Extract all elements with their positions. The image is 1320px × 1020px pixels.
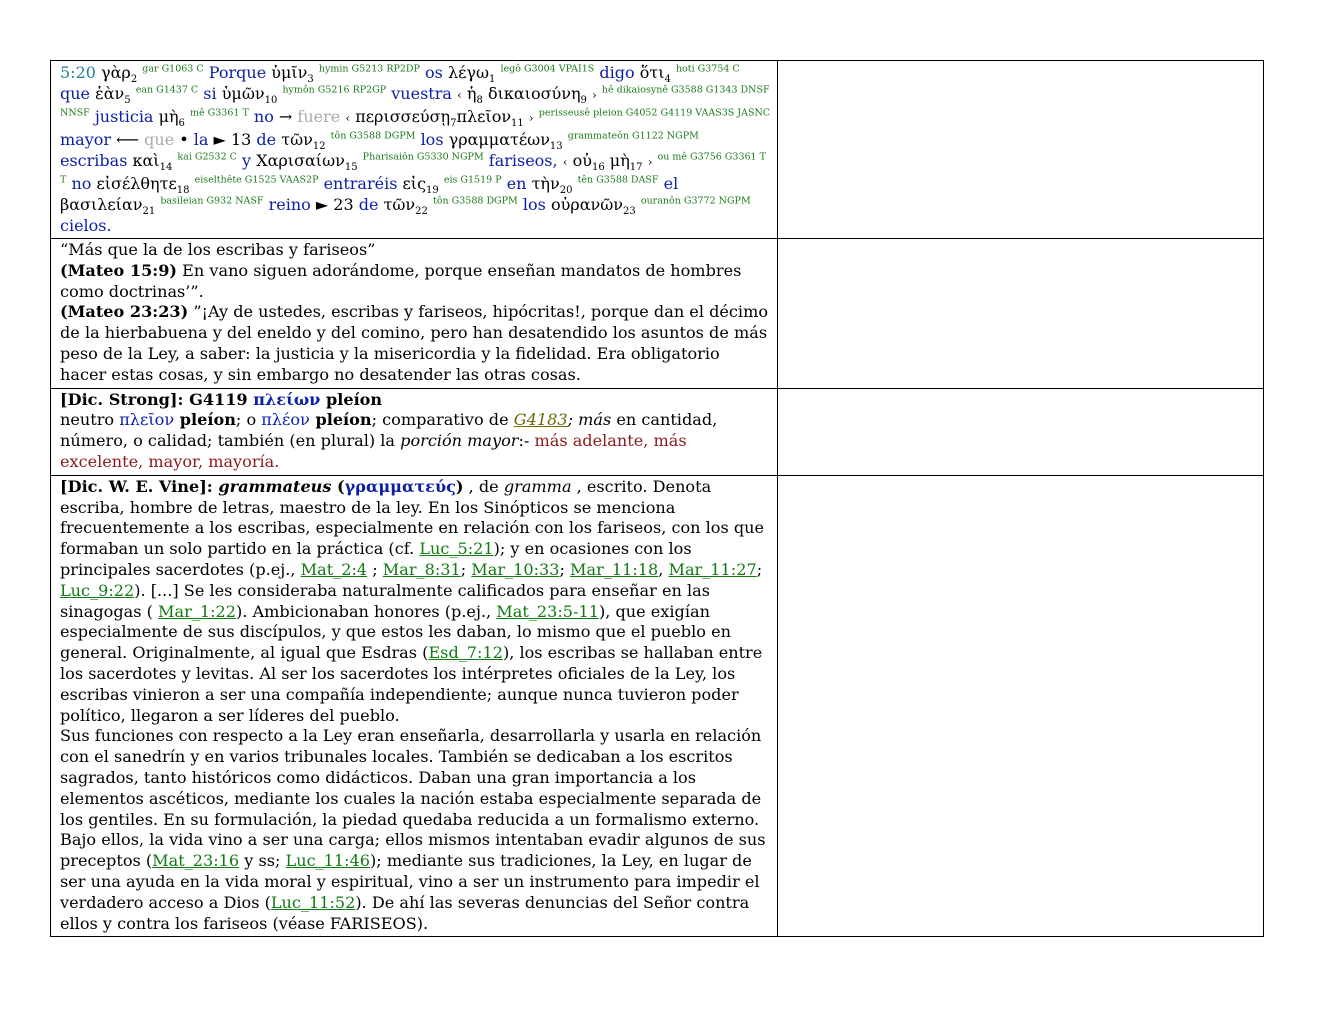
scripture-link[interactable]: Mar_1:22 — [158, 601, 236, 621]
strong-definition: neutro πλεῖον pleíon; o πλέον pleíon; comparativo de G4183; más en cantidad, número, o calidad; también (en plural) la porción mayor:- más adelante, más excelente, mayor, mayoría. — [60, 410, 718, 471]
interlinear-verse-cell: 5:20 γὰρ$_2$ $^{gar G1063 C}$ Porque ὑμῖν$_3$ $^{hymin G5213 RP2DP}$ os λέγω$_1$ $^{legô G3004 VPAI1S}$ digo ὅτι$_4$ $^{hoti G3754 C}$ que ἐὰν$_5$ $^{ean G1437 C}$ si ὑμῶν$_{10}$ $^{hymôn G5216 RP2GP}$ vuestra ‹ ἡ$_8$ δικαιοσύνη$_9$ › $^{hê dikaiosynê G3588 G1343 DNSF NNSF}$ justicia μὴ$_6$ $^{mê G3361 T}$ no → fuere ‹ περισσεύσῃ$_7$πλεῖον$_{11}$ › $^{perisseusê pleion G4052 G4119 VAAS3S JASNC}$ mayor ⟵ que • la ► 13 de τῶν$_{12}$ $^{tôn G3588 DGPM}$ los γραμματέων$_{13}$ $^{grammateôn G1122 NGPM}$ escribas καὶ$_{14}$ $^{kai G2532 C}$ y Χαρισαίων$_{15}$ $^{Pharisaiôn G5330 NGPM}$ fariseos, ‹ οὐ$_{16}$ μὴ$_{17}$ › $^{ou mê G3756 G3361 T T}$ no εἰσέλθητε$_{18}$ $^{eiselthête G1525 VAAS2P}$ entraréis εἰς$_{19}$ $^{eis G1519 P}$ en τὴν$_{20}$ $^{tên G3588 DASF}$ el βασιλείαν$_{21}$ $^{basileian G932 NASF}$ reino ► 23 de τῶν$_{22}$ $^{tôn G3588 DGPM}$ los οὐρανῶν$_{23}$ $^{ouranôn G3772 NGPM}$ cielos. — [51, 61, 778, 239]
verse-reference[interactable]: 5:20 — [60, 63, 96, 82]
scripture-link[interactable]: Luc_11:46 — [285, 851, 371, 871]
scripture-link[interactable]: Mar_11:18 — [570, 559, 659, 579]
notes-cell-4[interactable] — [777, 475, 1263, 937]
strong-heading: [Dic. Strong]: G4119 πλείων pleíon — [60, 389, 383, 409]
vine-paragraph-1: [Dic. W. E. Vine]: grammateus (γραμματεύς) , de gramma , escrito. Denota escriba, hombre de letras, maestro de la ley. En los Sinópticos se menciona frecuentemente a los escribas, especialmente en relación con los fariseos, con los que formaban un solo partido en la práctica (cf. Luc_5:21); y en ocasiones con los principales sacerdotes (p.ej., Mat_2:4 ; Mar_8:31; Mar_10:33; Mar_11:18, Mar_11:27; Luc_9:22). [...] Se les consideraba naturalmente calificados para enseñar en las sinagogas ( Mar_1:22). Ambicionaban honores (p.ej., Mat_23:5-11), que exigían especialmente de sus discípulos, y que estos les daban, lo mismo que el pueblo en general. Originalmente, al igual que Esdras (Esd_7:12), los escribas se hallaban entre los sacerdotes y levitas. Al ser los sacerdotes los intérpretes oficiales de la Ley, los escribas vinieron a ser una compañía independiente; aunque nunca tuvieron poder político, llegaron a ser líderes del pueblo. — [60, 476, 765, 725]
scripture-link[interactable]: Luc_9:22 — [60, 580, 135, 600]
comment-paragraph-1: (Mateo 15:9) En vano siguen adorándome, porque enseñan mandatos de hombres como doctrinas’”. — [60, 260, 742, 301]
scripture-link[interactable]: Mar_10:33 — [471, 559, 560, 579]
comment-row — [51, 239, 1264, 389]
bible-ref: (Mateo 15:9) — [60, 260, 178, 280]
scripture-link[interactable]: Luc_11:52 — [270, 892, 356, 912]
scripture-link[interactable]: Mat_2:4 — [300, 559, 368, 579]
vine-paragraph-2: Sus funciones con respecto a la Ley eran enseñarla, desarrollarla y usarla en relación con el sanedrín y en varios tribunales locales. También se dedicaban a los escritos sagrados, tanto históricos como didácticos. Daban una gran importancia a los elementos ascéticos, mediante los cuales la nación estaba especialmente separada de los gentiles. En su formulación, la piedad quedaba reducida a un formalismo externo. Bajo ellos, la vida vino a ser una carga; ellos mismos intentaban evadir algunos de sus preceptos (Mat_23:16 y ss; Luc_11:46); mediante sus tradiciones, la Ley, en lugar de ser una ayuda en la vida moral y espiritual, vino a ser un instrumento para impedir el verdadero acceso a Dios (Luc_11:52). De ahí las severas denuncias del Señor contra ellos y contra los fariseos (véase FARISEOS). — [60, 726, 766, 933]
scripture-link[interactable]: Mat_23:5-11 — [496, 601, 599, 621]
comment-cell — [51, 239, 778, 389]
arrow-right-icon: → — [278, 107, 293, 126]
bullet-icon: • — [179, 130, 189, 149]
triangle-right-icon: ► — [315, 195, 329, 214]
vine-dictionary-cell — [51, 475, 778, 937]
arrow-left-icon: ⟵ — [116, 130, 140, 149]
notes-cell-1[interactable] — [777, 61, 1263, 239]
strong-dictionary-cell — [51, 388, 778, 475]
scripture-link[interactable]: Esd_7:12 — [428, 643, 503, 663]
comment-paragraph-2: (Mateo 23:23) ”¡Ay de ustedes, escribas y fariseos, hipócritas!, porque dan el décimo de la hierbabuena y del eneldo y del comino, pero han desatendido los asuntos de más peso de la Ley, a saber: la justicia y la misericordia y la fidelidad. Era obligatorio hacer estas cosas, y sin embargo no desatender las otras cosas. — [60, 302, 769, 384]
notes-cell-2[interactable] — [777, 239, 1263, 389]
scripture-link[interactable]: Mar_11:27 — [668, 559, 757, 579]
strong-row — [51, 388, 1264, 475]
strong-link[interactable]: G4183 — [513, 410, 568, 430]
scripture-link[interactable]: Luc_5:21 — [419, 539, 494, 559]
vine-row — [51, 475, 1264, 937]
scripture-link[interactable]: Mat_23:16 — [152, 851, 240, 871]
scripture-link[interactable]: Mar_8:31 — [382, 559, 461, 579]
triangle-right-icon: ► — [213, 130, 226, 149]
verse-row — [51, 61, 1264, 239]
notes-cell-3[interactable] — [777, 388, 1263, 475]
bible-ref: (Mateo 23:23) — [60, 302, 189, 322]
comment-title: “Más que la de los escribas y fariseos” — [60, 240, 376, 259]
study-table — [50, 60, 1264, 937]
